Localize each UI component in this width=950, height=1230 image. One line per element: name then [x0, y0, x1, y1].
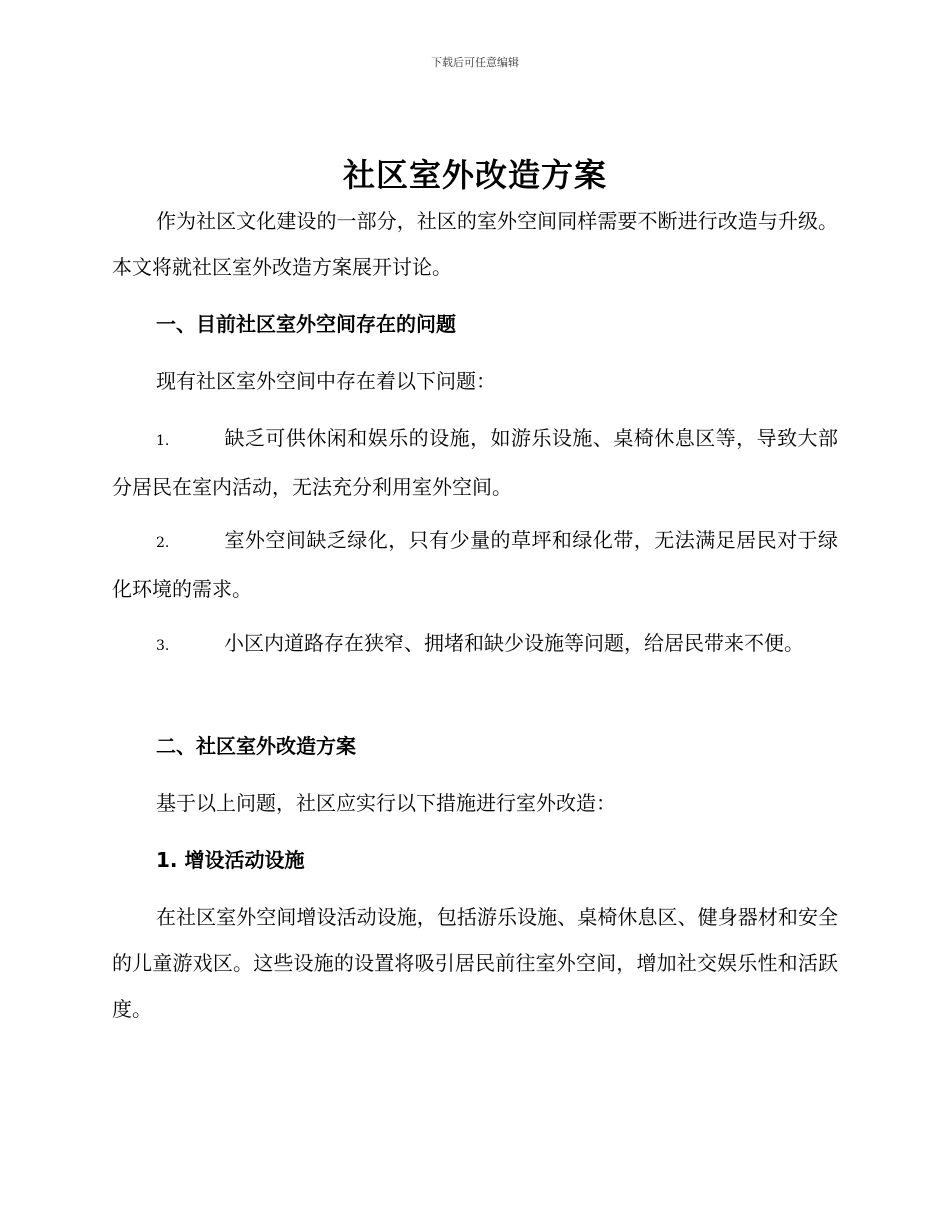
problem-item-3-text: 小区内道路存在狭窄、拥堵和缺少设施等问题，给居民带来不便。	[224, 631, 804, 655]
problem-item-1-text: 缺乏可供休闲和娱乐的设施，如游乐设施、桌椅休息区等，导致大部分居民在室内活动，无法充分利用室外空间。	[112, 426, 838, 499]
problem-item-2	[112, 517, 838, 612]
problem-item-3	[112, 620, 838, 669]
problem-item-2-text: 室外空间缺乏绿化，只有少量的草坪和绿化带，无法满足居民对于绿化环境的需求。	[112, 528, 838, 601]
section-2-heading: 二、社区室外改造方案	[156, 734, 356, 758]
subsection-1-paragraph: 在社区室外空间增设活动设施，包括游乐设施、桌椅休息区、健身器材和安全的儿童游戏区。这些设施的设置将吸引居民前往室外空间，增加社交娱乐性和活跃度。	[112, 905, 838, 1021]
section-1-heading: 一、目前社区室外空间存在的问题	[156, 312, 456, 336]
problem-item-3-number: 3.	[156, 638, 170, 654]
document-title: 社区室外改造方案	[342, 156, 607, 194]
problem-item-2-number: 2.	[156, 535, 170, 551]
problem-item-1	[112, 415, 838, 510]
intro-paragraph: 作为社区文化建设的一部分，社区的室外空间同样需要不断进行改造与升级。本文将就社区室外改造方案展开讨论。	[112, 209, 838, 279]
page-header-note: 下载后可任意编辑	[431, 56, 519, 69]
problem-item-1-number: 1.	[156, 433, 170, 449]
subsection-1-heading: 1. 增设活动设施	[156, 848, 305, 872]
section-1-lead: 现有社区室外空间中存在着以下问题：	[156, 369, 496, 393]
section-2-lead: 基于以上问题，社区应实行以下措施进行室外改造：	[156, 791, 616, 815]
